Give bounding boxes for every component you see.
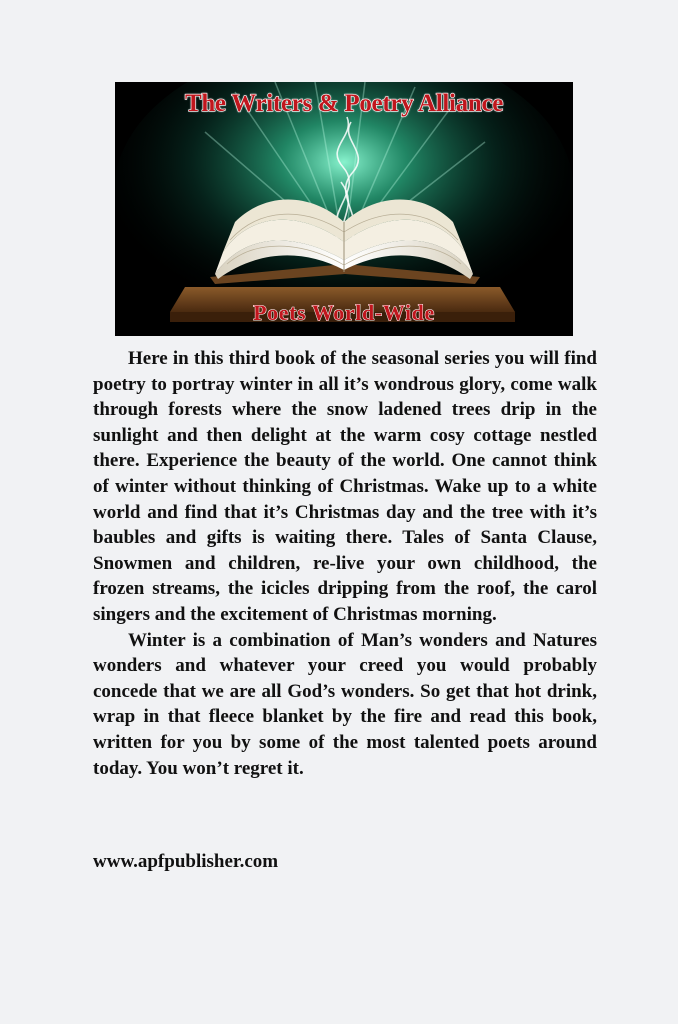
publisher-website: www.apfpublisher.com (93, 851, 279, 872)
banner-title: The Writers & Poetry Alliance (184, 90, 504, 117)
banner-subtitle: Poets World-Wide (253, 300, 435, 325)
paragraph-1: Here in this third book of the seasonal series you will find poetry to portray winter in all it’s wondrous glory, come walk through forests where the snow ladened trees drip in the sunlight and then delight at the warm cosy cottage nestled there. Experience the beauty of the world. One cannot think of winter without thinking of Christmas. Wake up to a white world and find that it’s Christmas day and the tree with it’s baubles and gifts is waiting there. Tales of Santa Clause, Snowmen and children, re-live your own childhood, the frozen streams, the icicles dripping from the roof, the carol singers and the excitement of Christmas morning. (93, 348, 597, 625)
description-text (93, 346, 597, 781)
open-book-with-light-icon (115, 82, 573, 336)
paragraph-2: Winter is a combination of Man’s wonders and Natures wonders and whatever your creed you would probably concede that we are all God’s wonders. So get that hot drink, wrap in that fleece blanket by the fire and read this book, written for you by some of the most talented poets around today. You won’t regret it. (93, 629, 597, 779)
cover-banner (115, 82, 573, 336)
